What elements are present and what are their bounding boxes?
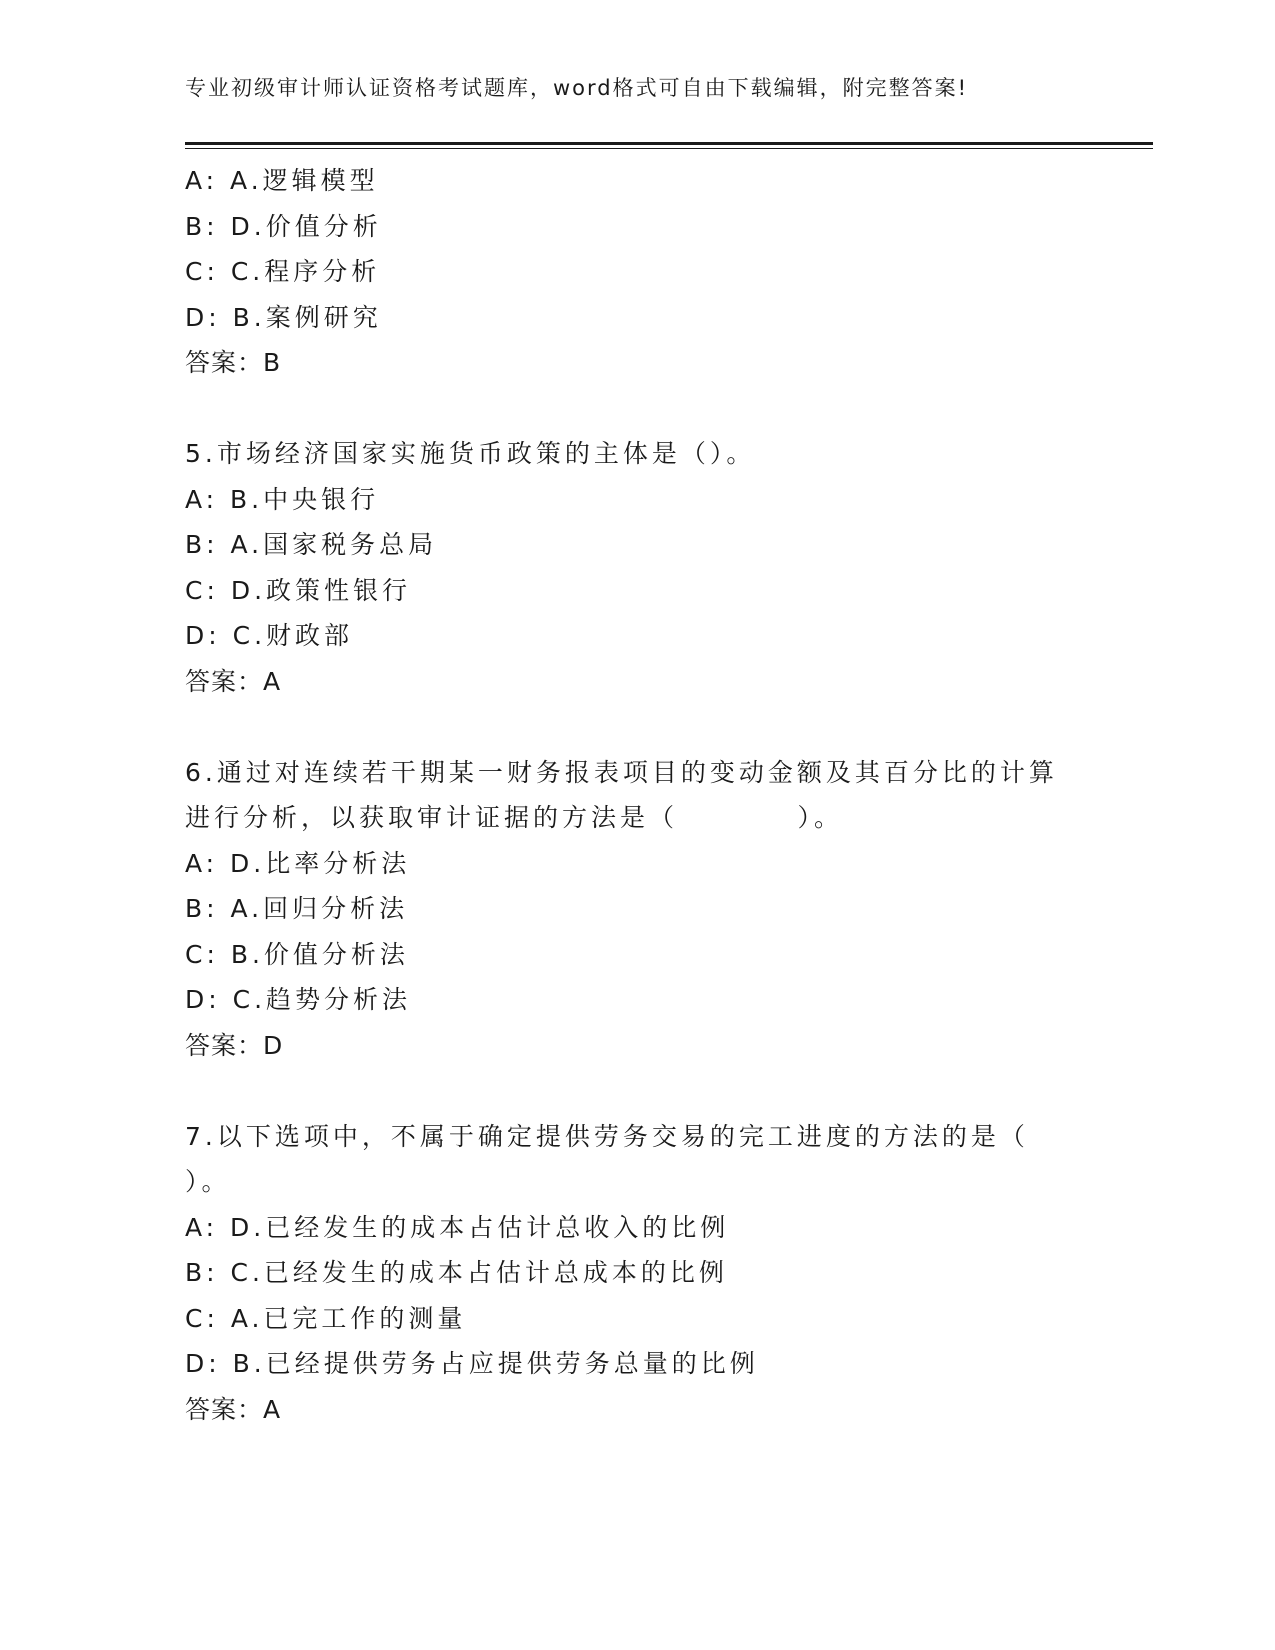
option-c: C: D.政策性银行 [185,575,412,605]
answer-label: 答案：D [185,1030,284,1060]
question-stem: 5.市场经济国家实施货币政策的主体是（）。 [185,439,756,468]
question-6 [185,750,1085,1069]
question-stem: 7.以下选项中，不属于确定提供劳务交易的完工进度的方法的是（ [185,1121,1029,1151]
question-4 [185,158,1085,386]
question-7 [185,1114,1085,1433]
question-stem-continued: 进行分析，以获取审计证据的方法是（ ）。 [185,803,843,832]
header-divider [185,142,1153,149]
option-a: A: B.中央银行 [185,484,380,514]
option-b: B: A.国家税务总局 [185,530,438,559]
option-a: A: D.已经发生的成本占估计总收入的比例 [185,1212,730,1242]
question-stem-continued: ）。 [185,1167,231,1196]
answer-label: 答案：A [185,666,282,696]
option-c: C: A.已完工作的测量 [185,1303,467,1333]
question-5 [185,431,1085,704]
option-d: D: B.案例研究 [185,302,382,332]
answer-label: 答案：A [185,1394,282,1424]
document-header: 专业初级审计师认证资格考试题库，word格式可自由下载编辑，附完整答案! [185,76,969,100]
option-d: D: C.财政部 [185,621,354,650]
question-stem: 6.通过对连续若干期某一财务报表项目的变动金额及其百分比的计算 [185,757,1058,787]
question-list [185,158,1085,1432]
option-b: B: C.已经发生的成本占估计总成本的比例 [185,1258,728,1287]
option-d: D: C.趋势分析法 [185,985,412,1014]
option-b: B: D.价值分析 [185,211,382,241]
option-c: C: C.程序分析 [185,257,381,286]
answer-label: 答案：B [185,348,282,377]
option-a: A: D.比率分析法 [185,848,411,878]
option-a: A: A.逻辑模型 [185,166,379,195]
option-c: C: B.价值分析法 [185,939,409,969]
option-d: D: B.已经提供劳务占应提供劳务总量的比例 [185,1349,759,1378]
option-b: B: A.回归分析法 [185,894,409,923]
